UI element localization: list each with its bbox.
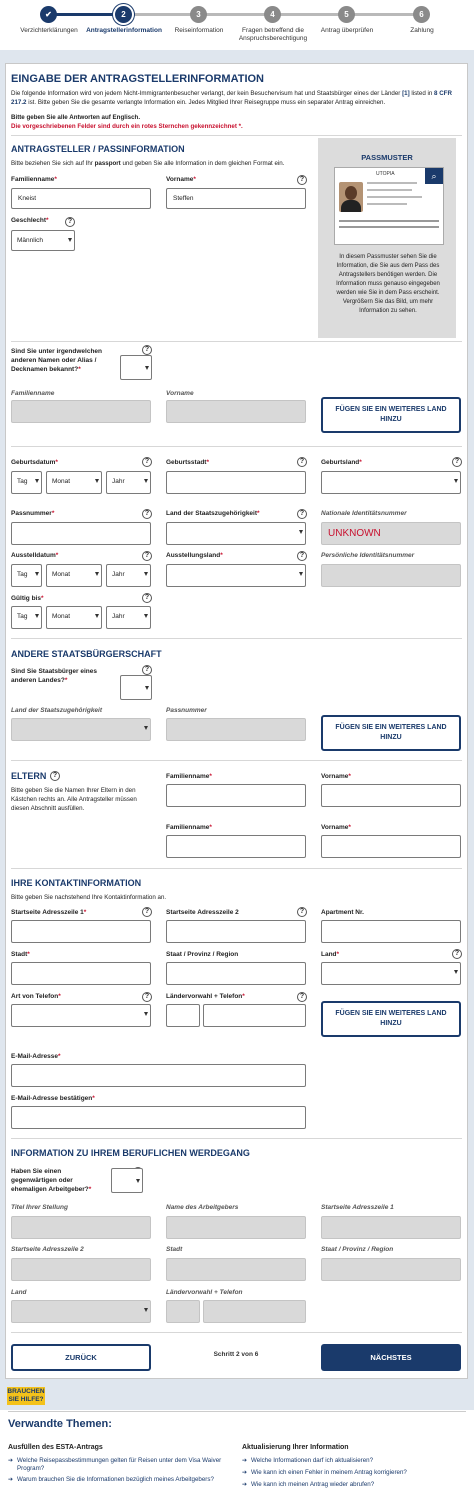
gender-label <box>11 217 49 224</box>
related-right-links <box>242 1457 467 1489</box>
employer-phone-code-input[interactable] <box>166 1300 200 1323</box>
passport-mrz <box>339 220 439 222</box>
label-text: Familienname <box>11 176 55 183</box>
alias-family-label: Familienname <box>11 390 55 397</box>
intro-part: listed in <box>409 90 435 97</box>
required-marker: * <box>55 552 59 559</box>
divider <box>11 135 462 136</box>
chevron-down-icon <box>145 686 149 690</box>
input-value: UNKNOWN <box>328 528 381 539</box>
add-citizenship-button[interactable]: FÜGEN SIE EIN WEITERES LAND HINZU <box>321 715 461 751</box>
birth-year-select[interactable] <box>106 471 151 494</box>
valid-until-label <box>11 595 44 602</box>
required-note: Die vorgeschriebenen Felder sind durch ein rotes Sternchen gekennzeichnet *. <box>11 123 243 130</box>
issue-country-select[interactable] <box>166 564 306 587</box>
citizenship-country-label <box>166 510 260 517</box>
list-item[interactable] <box>242 1469 467 1477</box>
birth-country-label <box>321 459 362 466</box>
help-icon[interactable]: ? <box>65 217 75 227</box>
chevron-down-icon <box>299 572 303 576</box>
select-value: Männlich <box>17 237 44 244</box>
citizenship-question <box>11 667 111 685</box>
related-left-links <box>8 1457 223 1484</box>
label-text: Land der Staatszugehörigkeit <box>166 510 258 517</box>
passport-line <box>367 182 417 184</box>
help-icon[interactable]: ? <box>142 345 152 355</box>
required-marker: * <box>359 459 362 466</box>
help-icon[interactable]: ? <box>142 509 152 519</box>
desc-part: und geben Sie alle Information in dem gleichen Format ein. <box>120 160 285 167</box>
help-icon[interactable]: ? <box>142 665 152 675</box>
label-text: Stadt <box>11 951 28 958</box>
arrow-right-icon: ➔ <box>8 1477 14 1483</box>
section-title-employment: INFORMATION ZU IHREM BERUFLICHEN WERDEGANG <box>11 1148 250 1158</box>
other-passport-label: Passnummer <box>166 707 207 714</box>
step-3: 3 <box>190 6 207 23</box>
arrow-right-icon: ➔ <box>242 1458 248 1464</box>
help-icon[interactable]: ? <box>142 593 152 603</box>
required-marker: * <box>27 951 30 958</box>
sample-desc: In diesem Passmuster sehen Sie die Information, die Sie aus dem Pass des Antragstellers benötigen werden. Die Information muss genauso eingegeben werden wie Sie in dem Pass erscheint. Vergrößern Sie das Bild, um mehr Information zu sehen. <box>336 254 440 314</box>
citizenship-select[interactable] <box>120 675 152 700</box>
related-link[interactable]: Wie kann ich meinen Antrag wieder abrufen? <box>251 1481 375 1488</box>
issue-year-select[interactable] <box>106 564 151 587</box>
add-alias-button[interactable]: FÜGEN SIE EIN WEITERES LAND HINZU <box>321 397 461 433</box>
divider <box>11 1138 462 1139</box>
help-icon[interactable]: ? <box>142 907 152 917</box>
related-link[interactable]: Welche Reisepassbestimmungen gelten für Reisen unter dem Visa Waiver Program? <box>17 1457 222 1472</box>
divider <box>11 341 462 342</box>
passport-line <box>367 196 422 198</box>
page-title: EINGABE DER ANTRAGSTELLERINFORMATION <box>11 73 264 85</box>
apartment-label: Apartment Nr. <box>321 909 364 916</box>
cfr-link[interactable]: 8 CFR 217.2 <box>11 90 452 106</box>
help-icon[interactable]: ? <box>142 457 152 467</box>
chevron-down-icon <box>35 614 39 618</box>
chevron-down-icon <box>144 572 148 576</box>
alias-family-input[interactable] <box>11 400 151 423</box>
required-marker: * <box>54 176 57 183</box>
state-label: Staat / Provinz / Region <box>166 951 239 958</box>
email-confirm-label <box>11 1095 95 1102</box>
passport-mrz <box>339 226 439 228</box>
required-marker: * <box>242 993 245 1000</box>
phone-number-input[interactable] <box>203 1004 306 1027</box>
first-name-input[interactable] <box>166 188 306 209</box>
input-value: Steffen <box>173 195 194 202</box>
city-input[interactable] <box>11 962 151 985</box>
phone-label <box>166 993 245 1000</box>
parent1-first-input[interactable] <box>321 784 461 807</box>
step-label: Fragen betreffend die Anspruchsberechtigung <box>238 27 308 42</box>
step-label: Reiseinformation <box>174 27 224 34</box>
country-label <box>321 951 339 958</box>
parent2-first-label <box>321 824 351 831</box>
chevron-down-icon <box>68 238 72 242</box>
other-country-label: Land der Staatszugehörigkeit <box>11 707 103 714</box>
label-text: Sind Sie Staatsbürger eines anderen Landes? <box>11 668 97 684</box>
chevron-down-icon <box>35 479 39 483</box>
employer-country-select[interactable] <box>11 1300 151 1323</box>
input-value: Kneist <box>18 195 37 202</box>
chevron-down-icon <box>144 479 148 483</box>
other-country-select[interactable] <box>11 718 151 741</box>
required-marker: * <box>58 993 61 1000</box>
passport-country: UTOPIA <box>376 171 395 177</box>
address2-label: Startseite Adresszeile 2 <box>166 909 239 916</box>
section-title-contact: IHRE KONTAKTINFORMATION <box>11 878 142 888</box>
select-value: Monat <box>52 613 71 620</box>
arrow-right-icon: ➔ <box>242 1470 248 1476</box>
chevron-down-icon <box>95 614 99 618</box>
label-text: Familienname <box>166 824 210 831</box>
chevron-down-icon <box>454 479 458 483</box>
passport-sample-panel <box>318 138 456 338</box>
section-title-passport: ANTRAGSTELLER / PASSINFORMATION <box>11 144 185 154</box>
select-value: Tag <box>17 478 28 485</box>
parent2-family-label <box>166 824 212 831</box>
gender-select[interactable] <box>11 230 75 251</box>
chevron-down-icon <box>144 1012 148 1016</box>
step-label[interactable]: Verzichterklärungen <box>20 27 78 34</box>
step-1-check-icon: ✔ <box>40 6 57 23</box>
chevron-down-icon <box>95 479 99 483</box>
label-text: Geburtsstadt <box>166 459 207 466</box>
passport-number-input[interactable] <box>11 522 151 545</box>
chevron-down-icon <box>35 572 39 576</box>
list-item[interactable] <box>242 1457 467 1465</box>
step-6: 6 <box>413 6 430 23</box>
apartment-input[interactable] <box>321 920 461 943</box>
label-text: Haben Sie einen gegenwärtigen oder ehemaligen Arbeitgeber? <box>11 1168 89 1193</box>
label-text: Passnummer <box>11 510 52 517</box>
issue-country-label <box>166 552 223 559</box>
required-marker: * <box>348 824 351 831</box>
select-value: Monat <box>52 478 71 485</box>
select-value: Tag <box>17 571 28 578</box>
required-marker: * <box>92 1095 95 1102</box>
zoom-icon[interactable]: ⌕ <box>425 168 443 184</box>
section-title-parents: ELTERN <box>11 771 47 781</box>
contact-desc: Bitte geben Sie nachstehend Ihre Kontaktinformation an. <box>11 894 167 901</box>
passport-line <box>367 203 407 205</box>
help-icon[interactable]: ? <box>297 907 307 917</box>
employer-city-input[interactable] <box>166 1258 306 1281</box>
valid-month-select[interactable] <box>46 606 102 629</box>
employer-select[interactable] <box>111 1168 143 1193</box>
help-icon[interactable]: ? <box>297 551 307 561</box>
label-text: Gültig bis <box>11 595 41 602</box>
step-2: 2 <box>115 6 132 23</box>
label-text: Vorname <box>321 824 349 831</box>
help-icon[interactable]: ? <box>142 551 152 561</box>
required-marker: * <box>40 595 44 602</box>
label-text: E-Mail-Adresse bestätigen <box>11 1095 93 1102</box>
issue-month-select[interactable] <box>46 564 102 587</box>
job-title-input[interactable] <box>11 1216 151 1239</box>
required-marker: * <box>348 773 351 780</box>
help-icon[interactable]: ? <box>452 457 462 467</box>
first-name-label <box>166 176 196 183</box>
employer-address1-input[interactable] <box>321 1216 461 1239</box>
help-icon[interactable]: ? <box>297 992 307 1002</box>
arrow-right-icon: ➔ <box>242 1482 248 1488</box>
help-icon[interactable]: ? <box>50 771 60 781</box>
birth-month-select[interactable] <box>46 471 102 494</box>
parent1-family-input[interactable] <box>166 784 306 807</box>
parent2-first-input[interactable] <box>321 835 461 858</box>
select-value: Jahr <box>112 571 125 578</box>
application-form <box>5 63 468 1379</box>
national-id-label: Nationale Identitätsnummer <box>321 510 407 517</box>
chevron-down-icon <box>145 366 149 370</box>
passport-number-label <box>11 510 54 517</box>
progress-bar <box>0 0 474 50</box>
divider <box>11 1332 462 1333</box>
personal-id-input[interactable] <box>321 564 461 587</box>
help-icon[interactable]: ? <box>142 992 152 1002</box>
next-button[interactable]: NÄCHSTES <box>321 1344 461 1371</box>
label-text: Land <box>321 951 337 958</box>
divider <box>11 760 462 761</box>
employer-address1-label: Startseite Adresszeile 1 <box>321 1204 394 1211</box>
country-select[interactable] <box>321 962 461 985</box>
sample-title: PASSMUSTER <box>361 153 413 162</box>
employer-name-input[interactable] <box>166 1216 306 1239</box>
divider <box>11 446 462 447</box>
divider <box>8 1411 466 1412</box>
passport-line <box>367 189 412 191</box>
intro-text <box>11 89 464 107</box>
passport-photo <box>339 182 363 212</box>
required-marker: * <box>220 552 223 559</box>
address2-input[interactable] <box>166 920 306 943</box>
city-label <box>11 951 30 958</box>
label-text: Geburtsdatum <box>11 459 56 466</box>
add-phone-button[interactable]: FÜGEN SIE EIN WEITERES LAND HINZU <box>321 1001 461 1037</box>
employer-phone-label: Ländervorwahl + Telefon <box>166 1289 243 1296</box>
chevron-down-icon <box>454 970 458 974</box>
issue-day-select[interactable] <box>11 564 42 587</box>
select-value: Jahr <box>112 613 125 620</box>
citizenship-country-select[interactable] <box>166 522 306 545</box>
arrow-right-icon: ➔ <box>8 1458 14 1464</box>
required-marker: * <box>83 909 87 916</box>
step-5: 5 <box>338 6 355 23</box>
required-marker: * <box>64 677 68 684</box>
employer-question <box>11 1167 96 1194</box>
select-value: Monat <box>52 571 71 578</box>
section-title-citizenship: ANDERE STAATSBÜRGERSCHAFT <box>11 649 162 659</box>
chevron-down-icon <box>144 726 148 730</box>
label-text: Sind Sie unter irgendwelchen anderen Namen oder Alias / Decknamen bekannt? <box>11 348 103 373</box>
required-marker: * <box>193 176 196 183</box>
label-text: Geschlecht <box>11 217 47 224</box>
label-text: Ländervorwahl + Telefon <box>166 993 243 1000</box>
label-text: Ausstellungsland <box>166 552 221 559</box>
required-marker: * <box>57 1053 61 1060</box>
related-left-title: Ausfüllen des ESTA-Antrags <box>8 1444 103 1451</box>
address1-label <box>11 909 86 916</box>
phone-type-select[interactable] <box>11 1004 151 1027</box>
label-text: Vorname <box>166 176 194 183</box>
parents-desc: Bitte geben Sie die Namen Ihrer Eltern in den Kästchen rechts an. Alle Antragsteller müssen diesen Abschnitt ausfüllen. <box>11 787 137 812</box>
valid-day-select[interactable] <box>11 606 42 629</box>
list-item[interactable] <box>8 1457 223 1473</box>
step-label: Zahlung <box>410 27 434 34</box>
label-text: E-Mail-Adresse <box>11 1053 58 1060</box>
chevron-down-icon <box>95 572 99 576</box>
help-icon[interactable]: ? <box>297 509 307 519</box>
national-id-input[interactable] <box>321 522 461 545</box>
label-text: Art von Telefon <box>11 993 59 1000</box>
label-text: Vorname <box>321 773 349 780</box>
required-marker: * <box>336 951 340 958</box>
alias-select[interactable] <box>120 355 152 380</box>
chevron-down-icon <box>144 614 148 618</box>
address1-input[interactable] <box>11 920 151 943</box>
email-confirm-input[interactable] <box>11 1106 306 1129</box>
related-link[interactable]: Warum brauchen Sie die Informationen bezüglich meines Arbeitgebers? <box>17 1476 214 1483</box>
label-text: Ausstelldatum <box>11 552 56 559</box>
chevron-down-icon <box>136 1179 140 1183</box>
alias-question <box>11 347 111 374</box>
chevron-down-icon <box>299 530 303 534</box>
valid-year-select[interactable] <box>106 606 151 629</box>
employer-address2-label: Startseite Adresszeile 2 <box>11 1246 84 1253</box>
step-4: 4 <box>264 6 281 23</box>
intro-part: ist. Bitte geben Sie die gesamte verlangte Information ein. Jedes Mitglied Ihrer Reisegruppe muss ein separater Antrag einreichen. <box>26 99 386 106</box>
required-marker: * <box>46 217 49 224</box>
label-text: Familienname <box>166 773 210 780</box>
passport-desc <box>11 159 284 168</box>
employer-phone-input[interactable] <box>203 1300 306 1323</box>
family-name-input[interactable] <box>11 188 151 209</box>
birth-city-input[interactable] <box>166 471 306 494</box>
phone-country-code-input[interactable] <box>166 1004 200 1027</box>
required-marker: * <box>55 459 58 466</box>
back-button[interactable]: ZURÜCK <box>11 1344 151 1371</box>
phone-type-label <box>11 993 61 1000</box>
required-marker: * <box>257 510 260 517</box>
select-value: Jahr <box>112 478 125 485</box>
help-icon[interactable]: ? <box>452 949 462 959</box>
divider <box>11 638 462 639</box>
other-passport-input[interactable] <box>166 718 306 741</box>
personal-id-label: Persönliche Identitätsnummer <box>321 552 415 559</box>
email-input[interactable] <box>11 1064 306 1087</box>
birth-day-select[interactable] <box>11 471 42 494</box>
step-label: Antragstellerinformation <box>86 27 162 34</box>
email-label <box>11 1053 61 1060</box>
alias-first-input[interactable] <box>166 400 306 423</box>
birth-city-label <box>166 459 209 466</box>
issue-date-label <box>11 552 58 559</box>
related-right-title: Aktualisierung Ihrer Information <box>242 1444 349 1451</box>
employer-state-input[interactable] <box>321 1258 461 1281</box>
required-marker: * <box>88 1186 92 1193</box>
desc-bold: passport <box>94 160 121 167</box>
parent1-first-label <box>321 773 351 780</box>
help-icon[interactable]: ? <box>297 457 307 467</box>
english-note: Bitte geben Sie alle Antworten auf Englisch. <box>11 114 141 121</box>
help-button[interactable]: BRAUCHEN SIE HILFE? <box>7 1388 45 1403</box>
intro-part: Die folgende Information wird von jedem Nicht-Immigrantenbesucher verlangt, der kein Besuchervisum hat und Staatsbürger eines der Länder <box>11 90 403 97</box>
required-marker: * <box>209 824 212 831</box>
birth-date-label <box>11 459 58 466</box>
required-marker: * <box>51 510 55 517</box>
label-text: Geburtsland <box>321 459 360 466</box>
required-marker: * <box>78 366 81 373</box>
select-value: Tag <box>17 613 28 620</box>
employer-country-label: Land <box>11 1289 27 1296</box>
desc-part: Bitte beziehen Sie sich auf Ihr <box>11 160 95 167</box>
help-icon[interactable]: ? <box>297 175 307 185</box>
passport-image[interactable] <box>334 167 444 245</box>
related-link[interactable]: Wie kann ich einen Fehler in meinem Antrag korrigieren? <box>251 1469 407 1476</box>
employer-city-label: Stadt <box>166 1246 183 1253</box>
related-title: Verwandte Themen: <box>8 1418 112 1430</box>
related-link[interactable]: Welche Informationen darf ich aktualisieren? <box>251 1457 374 1464</box>
step-label: Antrag überprüfen <box>320 27 374 34</box>
progress-line <box>49 13 124 16</box>
required-marker: * <box>209 773 212 780</box>
state-input[interactable] <box>166 962 306 985</box>
list-item[interactable] <box>8 1476 223 1484</box>
related-topics <box>0 1410 474 1512</box>
family-name-label <box>11 176 57 183</box>
list-item[interactable] <box>242 1481 467 1489</box>
parent2-family-input[interactable] <box>166 835 306 858</box>
divider <box>11 868 462 869</box>
employer-name-label: Name des Arbeitgebers <box>166 1204 239 1211</box>
label-text: Startseite Adresszeile 1 <box>11 909 84 916</box>
employer-address2-input[interactable] <box>11 1258 151 1281</box>
countries-link[interactable]: [1] <box>402 90 410 97</box>
birth-country-select[interactable] <box>321 471 461 494</box>
step-indicator: Schritt 2 von 6 <box>213 1351 259 1358</box>
alias-first-label: Vorname <box>166 390 194 397</box>
job-title-label: Titel Ihrer Stellung <box>11 1204 68 1211</box>
parent1-family-label <box>166 773 212 780</box>
employer-state-label: Staat / Provinz / Region <box>321 1246 394 1253</box>
chevron-down-icon <box>144 1308 148 1312</box>
required-marker: * <box>206 459 209 466</box>
